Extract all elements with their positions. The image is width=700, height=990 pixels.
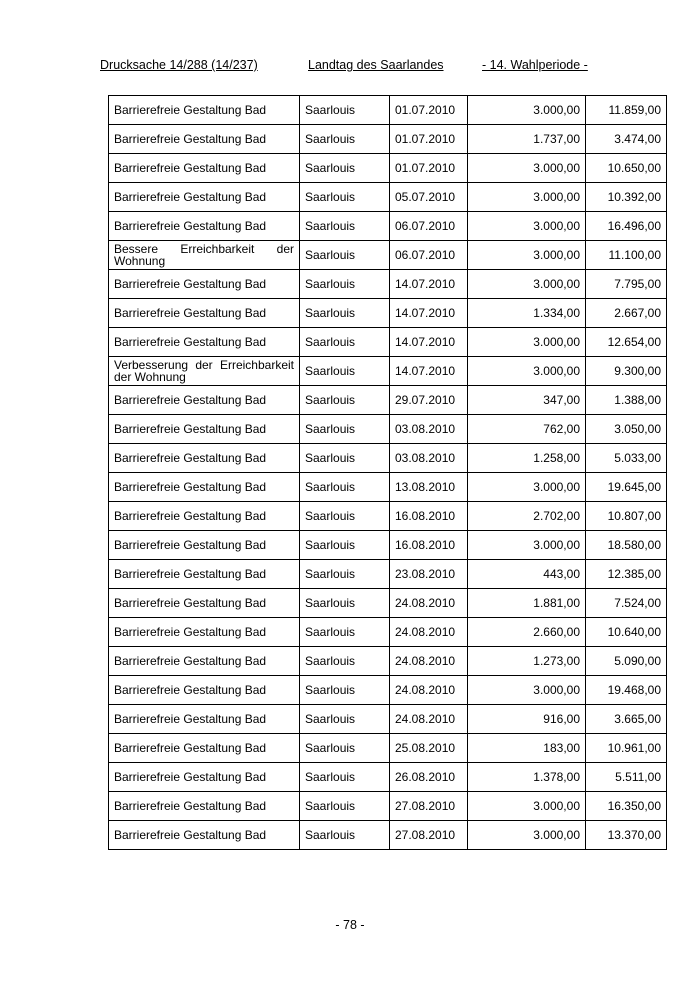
measure-cell: Barrierefreie Gestaltung Bad — [109, 183, 300, 212]
table-row — [109, 386, 667, 415]
total-cost-cell: 10.640,00 — [586, 618, 667, 647]
grant-amount-cell: 3.000,00 — [468, 96, 586, 125]
date-cell: 05.07.2010 — [390, 183, 468, 212]
total-cost-cell: 2.667,00 — [586, 299, 667, 328]
place-cell: Saarlouis — [300, 705, 390, 734]
measure-cell: Barrierefreie Gestaltung Bad — [109, 734, 300, 763]
total-cost-cell: 5.033,00 — [586, 444, 667, 473]
table-row — [109, 299, 667, 328]
table-row — [109, 357, 667, 386]
total-cost-cell: 10.650,00 — [586, 154, 667, 183]
place-cell: Saarlouis — [300, 212, 390, 241]
place-cell: Saarlouis — [300, 125, 390, 154]
date-cell: 24.08.2010 — [390, 589, 468, 618]
measure-cell: Barrierefreie Gestaltung Bad — [109, 676, 300, 705]
place-cell: Saarlouis — [300, 618, 390, 647]
measure-cell: Barrierefreie Gestaltung Bad — [109, 647, 300, 676]
total-cost-cell: 10.961,00 — [586, 734, 667, 763]
total-cost-cell: 10.392,00 — [586, 183, 667, 212]
grant-amount-cell: 1.273,00 — [468, 647, 586, 676]
grant-amount-cell: 1.334,00 — [468, 299, 586, 328]
total-cost-cell: 11.100,00 — [586, 241, 667, 270]
table-row — [109, 125, 667, 154]
total-cost-cell: 18.580,00 — [586, 531, 667, 560]
date-cell: 24.08.2010 — [390, 618, 468, 647]
total-cost-cell: 19.468,00 — [586, 676, 667, 705]
date-cell: 03.08.2010 — [390, 415, 468, 444]
grant-amount-cell: 3.000,00 — [468, 154, 586, 183]
grant-amount-cell: 3.000,00 — [468, 241, 586, 270]
grant-amount-cell: 347,00 — [468, 386, 586, 415]
grant-amount-cell: 2.702,00 — [468, 502, 586, 531]
table-row — [109, 763, 667, 792]
place-cell: Saarlouis — [300, 328, 390, 357]
table-row — [109, 328, 667, 357]
total-cost-cell: 1.388,00 — [586, 386, 667, 415]
place-cell: Saarlouis — [300, 589, 390, 618]
date-cell: 16.08.2010 — [390, 531, 468, 560]
date-cell: 01.07.2010 — [390, 154, 468, 183]
measure-cell: Barrierefreie Gestaltung Bad — [109, 821, 300, 850]
grant-amount-cell: 762,00 — [468, 415, 586, 444]
measure-cell: Barrierefreie Gestaltung Bad — [109, 705, 300, 734]
place-cell: Saarlouis — [300, 473, 390, 502]
measure-cell: Barrierefreie Gestaltung Bad — [109, 444, 300, 473]
date-cell: 25.08.2010 — [390, 734, 468, 763]
table-row — [109, 821, 667, 850]
grant-amount-cell: 3.000,00 — [468, 531, 586, 560]
place-cell: Saarlouis — [300, 183, 390, 212]
place-cell: Saarlouis — [300, 676, 390, 705]
date-cell: 03.08.2010 — [390, 444, 468, 473]
date-cell: 29.07.2010 — [390, 386, 468, 415]
measure-cell: Barrierefreie Gestaltung Bad — [109, 212, 300, 241]
date-cell: 24.08.2010 — [390, 676, 468, 705]
table-row — [109, 589, 667, 618]
total-cost-cell: 16.496,00 — [586, 212, 667, 241]
measure-cell: Barrierefreie Gestaltung Bad — [109, 473, 300, 502]
measure-cell: Barrierefreie Gestaltung Bad — [109, 415, 300, 444]
date-cell: 14.07.2010 — [390, 328, 468, 357]
parliament-name: Landtag des Saarlandes — [308, 58, 444, 72]
place-cell: Saarlouis — [300, 763, 390, 792]
table-row — [109, 96, 667, 125]
place-cell: Saarlouis — [300, 734, 390, 763]
grant-amount-cell: 1.258,00 — [468, 444, 586, 473]
date-cell: 01.07.2010 — [390, 96, 468, 125]
measure-cell: Barrierefreie Gestaltung Bad — [109, 328, 300, 357]
grant-amount-cell: 3.000,00 — [468, 270, 586, 299]
place-cell: Saarlouis — [300, 270, 390, 299]
grant-amount-cell: 3.000,00 — [468, 473, 586, 502]
table-row — [109, 415, 667, 444]
place-cell: Saarlouis — [300, 357, 390, 386]
table-row — [109, 212, 667, 241]
legislative-period: - 14. Wahlperiode - — [482, 58, 588, 72]
measure-cell: Barrierefreie Gestaltung Bad — [109, 531, 300, 560]
place-cell: Saarlouis — [300, 444, 390, 473]
grant-amount-cell: 2.660,00 — [468, 618, 586, 647]
measure-cell: Barrierefreie Gestaltung Bad — [109, 763, 300, 792]
table-row — [109, 444, 667, 473]
table-row — [109, 560, 667, 589]
date-cell: 23.08.2010 — [390, 560, 468, 589]
date-cell: 24.08.2010 — [390, 705, 468, 734]
measure-cell: Barrierefreie Gestaltung Bad — [109, 386, 300, 415]
measure-cell: Barrierefreie Gestaltung Bad — [109, 792, 300, 821]
total-cost-cell: 13.370,00 — [586, 821, 667, 850]
table-row — [109, 792, 667, 821]
total-cost-cell: 16.350,00 — [586, 792, 667, 821]
page-header — [100, 57, 600, 73]
funding-table — [108, 95, 667, 850]
place-cell: Saarlouis — [300, 241, 390, 270]
measure-cell: Barrierefreie Gestaltung Bad — [109, 560, 300, 589]
place-cell: Saarlouis — [300, 502, 390, 531]
measure-cell: Barrierefreie Gestaltung Bad — [109, 125, 300, 154]
table-row — [109, 270, 667, 299]
grant-amount-cell: 3.000,00 — [468, 357, 586, 386]
total-cost-cell: 9.300,00 — [586, 357, 667, 386]
document-number: Drucksache 14/288 (14/237) — [100, 58, 258, 72]
table-row — [109, 705, 667, 734]
grant-amount-cell: 3.000,00 — [468, 183, 586, 212]
place-cell: Saarlouis — [300, 154, 390, 183]
total-cost-cell: 3.665,00 — [586, 705, 667, 734]
grant-amount-cell: 3.000,00 — [468, 821, 586, 850]
table-row — [109, 618, 667, 647]
place-cell: Saarlouis — [300, 386, 390, 415]
measure-cell: Barrierefreie Gestaltung Bad — [109, 270, 300, 299]
measure-cell: Verbesserung der Erreichbarkeit der Wohnung — [109, 357, 300, 386]
table-row — [109, 502, 667, 531]
measure-cell: Barrierefreie Gestaltung Bad — [109, 299, 300, 328]
place-cell: Saarlouis — [300, 821, 390, 850]
table-row — [109, 647, 667, 676]
date-cell: 06.07.2010 — [390, 212, 468, 241]
total-cost-cell: 7.524,00 — [586, 589, 667, 618]
funding-table-body — [109, 96, 667, 850]
total-cost-cell: 12.654,00 — [586, 328, 667, 357]
grant-amount-cell: 3.000,00 — [468, 212, 586, 241]
grant-amount-cell: 1.378,00 — [468, 763, 586, 792]
grant-amount-cell: 183,00 — [468, 734, 586, 763]
date-cell: 24.08.2010 — [390, 647, 468, 676]
total-cost-cell: 12.385,00 — [586, 560, 667, 589]
table-row — [109, 473, 667, 502]
table-row — [109, 241, 667, 270]
grant-amount-cell: 1.881,00 — [468, 589, 586, 618]
grant-amount-cell: 3.000,00 — [468, 792, 586, 821]
grant-amount-cell: 3.000,00 — [468, 328, 586, 357]
grant-amount-cell: 3.000,00 — [468, 676, 586, 705]
table-row — [109, 734, 667, 763]
date-cell: 27.08.2010 — [390, 792, 468, 821]
measure-cell: Barrierefreie Gestaltung Bad — [109, 589, 300, 618]
total-cost-cell: 19.645,00 — [586, 473, 667, 502]
total-cost-cell: 5.511,00 — [586, 763, 667, 792]
total-cost-cell: 11.859,00 — [586, 96, 667, 125]
place-cell: Saarlouis — [300, 647, 390, 676]
table-row — [109, 183, 667, 212]
place-cell: Saarlouis — [300, 531, 390, 560]
grant-amount-cell: 443,00 — [468, 560, 586, 589]
date-cell: 27.08.2010 — [390, 821, 468, 850]
total-cost-cell: 7.795,00 — [586, 270, 667, 299]
date-cell: 01.07.2010 — [390, 125, 468, 154]
measure-cell: Barrierefreie Gestaltung Bad — [109, 502, 300, 531]
table-row — [109, 531, 667, 560]
page-number: - 78 - — [335, 918, 365, 932]
place-cell: Saarlouis — [300, 792, 390, 821]
date-cell: 26.08.2010 — [390, 763, 468, 792]
total-cost-cell: 3.050,00 — [586, 415, 667, 444]
place-cell: Saarlouis — [300, 299, 390, 328]
table-row — [109, 676, 667, 705]
date-cell: 14.07.2010 — [390, 270, 468, 299]
date-cell: 06.07.2010 — [390, 241, 468, 270]
measure-cell: Barrierefreie Gestaltung Bad — [109, 96, 300, 125]
measure-cell: Barrierefreie Gestaltung Bad — [109, 618, 300, 647]
place-cell: Saarlouis — [300, 560, 390, 589]
grant-amount-cell: 1.737,00 — [468, 125, 586, 154]
total-cost-cell: 5.090,00 — [586, 647, 667, 676]
date-cell: 16.08.2010 — [390, 502, 468, 531]
date-cell: 13.08.2010 — [390, 473, 468, 502]
total-cost-cell: 3.474,00 — [586, 125, 667, 154]
date-cell: 14.07.2010 — [390, 299, 468, 328]
measure-cell: Barrierefreie Gestaltung Bad — [109, 154, 300, 183]
date-cell: 14.07.2010 — [390, 357, 468, 386]
total-cost-cell: 10.807,00 — [586, 502, 667, 531]
place-cell: Saarlouis — [300, 96, 390, 125]
measure-cell: Bessere Erreichbarkeit der Wohnung — [109, 241, 300, 270]
table-row — [109, 154, 667, 183]
grant-amount-cell: 916,00 — [468, 705, 586, 734]
place-cell: Saarlouis — [300, 415, 390, 444]
